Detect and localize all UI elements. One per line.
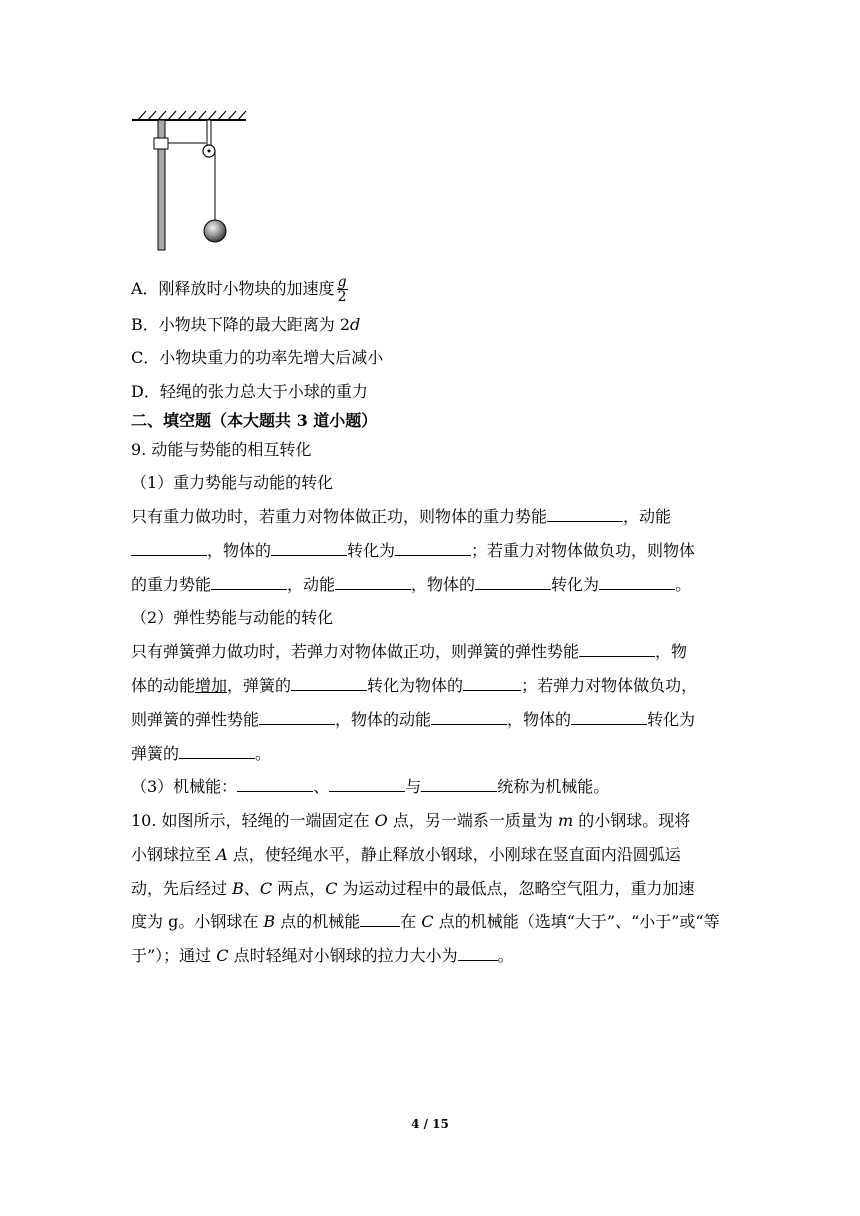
- small-block: [154, 138, 168, 149]
- ceiling: [132, 111, 246, 120]
- q9-line3: 的重力势能 ，动能 ，物体的 转化为 。: [131, 575, 692, 594]
- q10-line1: 10. 如图所示，轻绳的一端固定在 O 点，另一端系一质量为 m 的小钢球。现将: [131, 811, 691, 830]
- blank[interactable]: [431, 710, 507, 725]
- blank[interactable]: [237, 777, 313, 792]
- blank[interactable]: [329, 777, 405, 792]
- q10-line3: 动，先后经过 B、C 两点，C 为运动过程中的最低点，忽略空气阻力，重力加速: [131, 879, 695, 898]
- option-b: B．小物块下降的最大距离为 2d: [131, 315, 361, 334]
- pulley-bracket: [207, 120, 211, 146]
- blank[interactable]: [211, 575, 287, 590]
- q10-line4: 度为 g。小钢球在 B 点的机械能 在 C 点的机械能（选填“大于”、“小于”或“等: [131, 912, 720, 931]
- blank[interactable]: [395, 541, 471, 556]
- blank[interactable]: [271, 541, 347, 556]
- blank[interactable]: [335, 575, 411, 590]
- q10-line2: 小钢球拉至 A 点，使轻绳水平，静止释放小钢球，小刚球在竖直面内沿圆弧运: [131, 845, 681, 864]
- ball: [204, 220, 226, 242]
- blank[interactable]: [463, 676, 521, 691]
- blank[interactable]: [547, 507, 623, 522]
- blank[interactable]: [458, 946, 498, 961]
- q9-line6: 则弹簧的弹性势能 ，物体的动能 ，物体的 转化为: [131, 710, 696, 729]
- blank[interactable]: [571, 710, 647, 725]
- blank[interactable]: [579, 642, 655, 657]
- blank[interactable]: [599, 575, 675, 590]
- blank[interactable]: [291, 676, 367, 691]
- q9-sub2: （2）弹性势能与动能的转化: [131, 608, 334, 627]
- section-title: 二、填空题（本大题共 3 道小题）: [131, 411, 378, 430]
- q9-sub1: （1）重力势能与动能的转化: [131, 473, 334, 492]
- q9-line5: 体的动能增加，弹簧的 转化为物体的 ；若弹力对物体做负功，: [131, 676, 698, 695]
- blank[interactable]: [259, 710, 335, 725]
- q10-line5: 于”）；通过 C 点时轻绳对小钢球的拉力大小为 。: [131, 946, 514, 965]
- option-a-text: A．刚释放时小物块的加速度: [131, 279, 335, 298]
- q9-line2: ，物体的 转化为 ；若重力对物体做负功，则物体: [131, 541, 695, 561]
- page-number: 4 / 15: [411, 1117, 449, 1131]
- blank[interactable]: [131, 541, 207, 556]
- q9-title: 9. 动能与势能的相互转化: [131, 440, 312, 459]
- pulley-figure: [128, 108, 253, 256]
- option-c: C．小物块重力的功率先增大后减小: [131, 348, 384, 367]
- q9-line8: （3）机械能： 、 与 统称为机械能。: [131, 777, 610, 796]
- option-a: [131, 275, 348, 304]
- option-d: D．轻绳的张力总大于小球的重力: [131, 382, 368, 401]
- q9-line4: 只有弹簧弹力做功时，若弹力对物体做正功，则弹簧的弹性势能 ，物: [131, 642, 688, 661]
- blank[interactable]: [360, 912, 400, 927]
- blank[interactable]: [475, 575, 551, 590]
- blank[interactable]: [179, 744, 255, 759]
- q9-line1: 只有重力做功时，若重力对物体做正功，则物体的重力势能 ，动能: [131, 507, 672, 526]
- fraction-g-over-2: $\frac{g}{2}$: [337, 274, 347, 305]
- blank[interactable]: [421, 777, 497, 792]
- q9-line7: 弹簧的 。: [131, 744, 272, 763]
